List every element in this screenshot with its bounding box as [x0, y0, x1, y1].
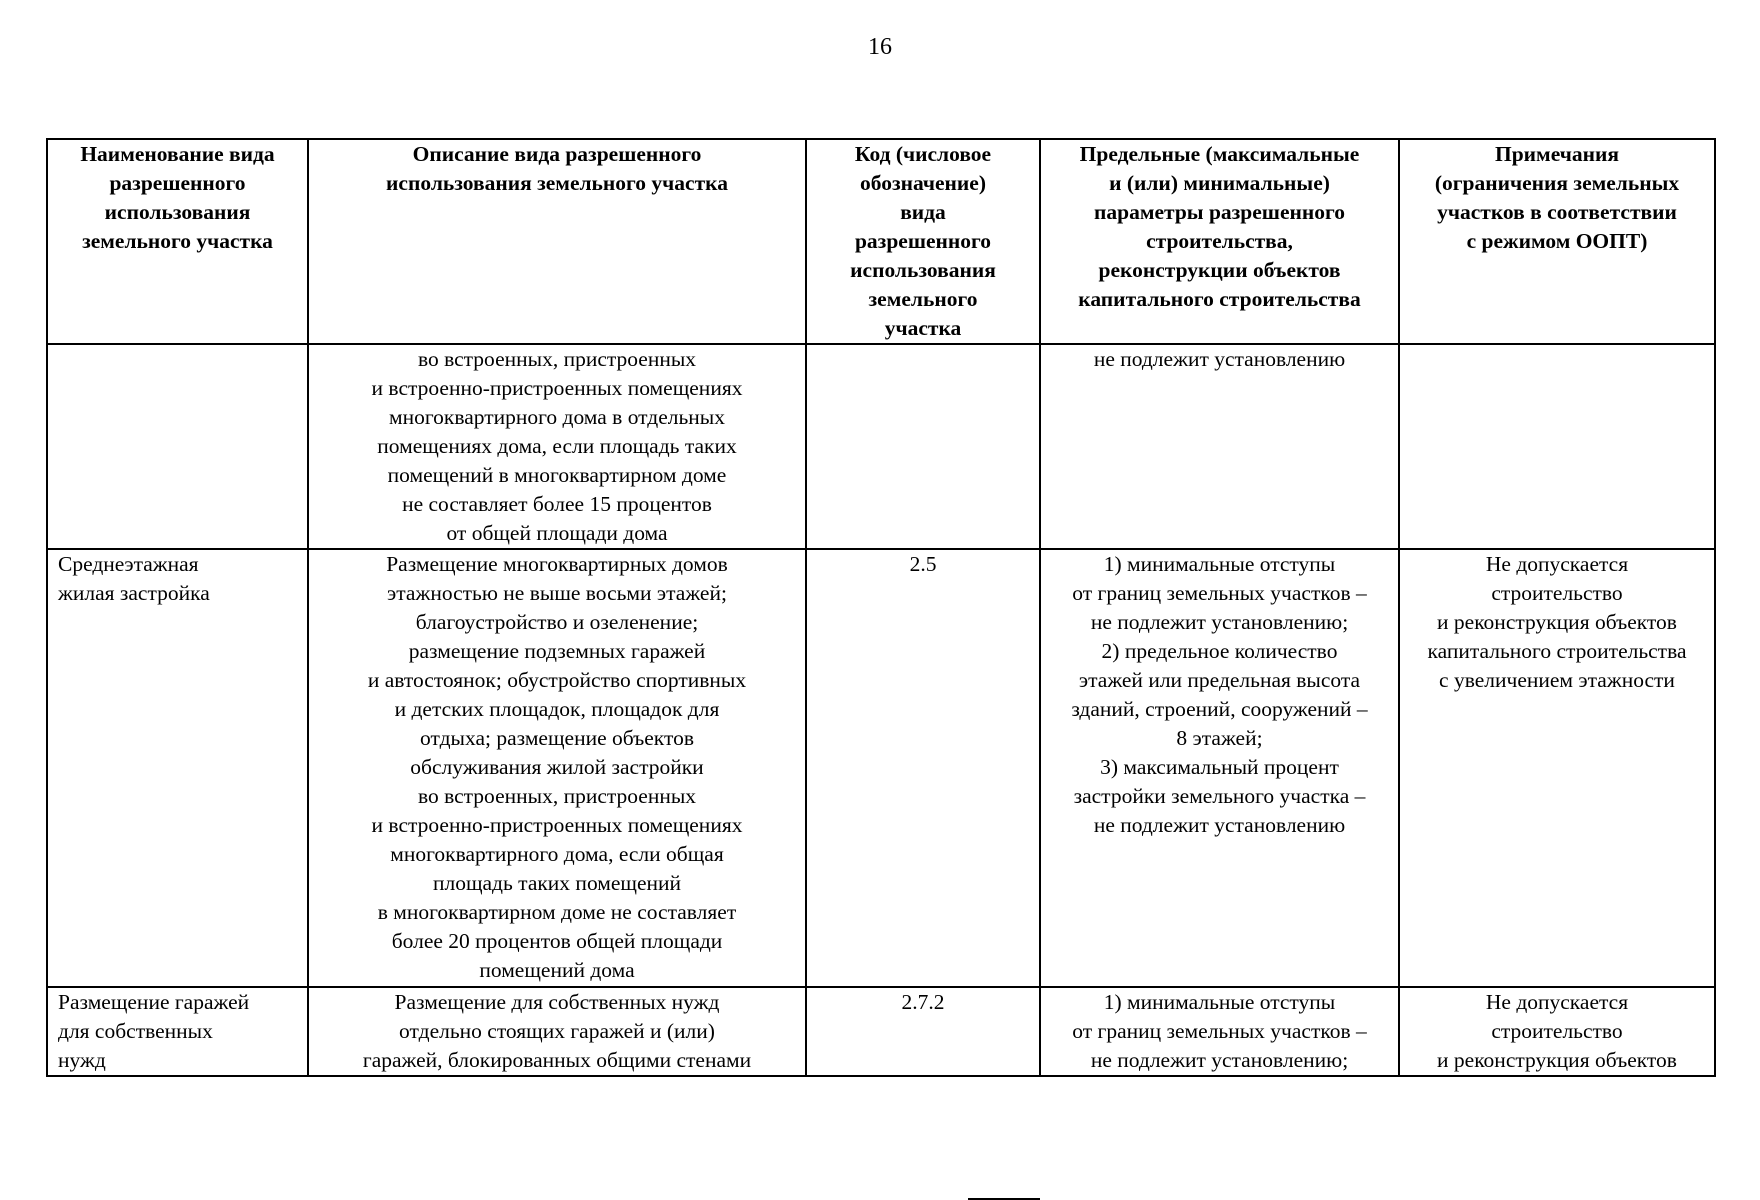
- text-line: (ограничения земельных: [1434, 171, 1680, 195]
- text-line: с увеличением этажности: [1439, 668, 1675, 692]
- header-description: [308, 139, 806, 344]
- cell-description: [308, 987, 806, 1076]
- text-line: помещений дома: [479, 958, 635, 982]
- text-line: обслуживания жилой застройки: [410, 755, 704, 779]
- text-line: этажей или предельная высота: [1078, 668, 1361, 692]
- text-line: использования: [104, 200, 251, 224]
- text-line: параметры разрешенного: [1093, 200, 1346, 224]
- text-line: 8 этажей;: [1176, 726, 1263, 750]
- text-line: этажностью не выше восьми этажей;: [387, 581, 727, 605]
- text-line: Размещение для собственных нужд: [394, 990, 720, 1014]
- cell-description: [308, 344, 806, 549]
- text-line: 2) предельное количество: [1101, 639, 1338, 663]
- table-header-row: [47, 139, 1715, 344]
- text-line: Не допускается: [1485, 552, 1629, 576]
- header-name: [47, 139, 308, 344]
- text-line: Размещение многоквартирных домов: [386, 552, 728, 576]
- text-line: капитального строительства: [1427, 639, 1687, 663]
- text-line: 1) минимальные отступы: [1103, 990, 1336, 1014]
- cell-code: [806, 344, 1040, 549]
- text-line: 3) максимальный процент: [1100, 755, 1339, 779]
- text-line: разрешенного: [109, 171, 246, 195]
- cell-name: [47, 987, 308, 1076]
- text-line: земельного участка: [82, 229, 273, 253]
- text-line: помещениях дома, если площадь таких: [377, 434, 737, 458]
- text-line: отдельно стоящих гаражей и (или): [399, 1019, 715, 1043]
- text-line: во встроенных, пристроенных: [417, 347, 697, 371]
- cell-description: [308, 549, 806, 987]
- text-line: и встроенно-пристроенных помещениях: [371, 376, 743, 400]
- text-line: и реконструкция объектов: [1437, 1048, 1677, 1072]
- text-line: вида: [900, 200, 946, 224]
- text-line: отдыха; размещение объектов: [420, 726, 694, 750]
- text-line: не подлежит установлению: [1093, 347, 1346, 371]
- text-line: многоквартирного дома в отдельных: [388, 405, 725, 429]
- text-line: для собственных: [58, 1019, 213, 1043]
- text-line: строительства,: [1146, 229, 1293, 253]
- text-line: реконструкции объектов: [1098, 258, 1341, 282]
- text-line: Среднеэтажная: [58, 552, 199, 576]
- cell-parameters: [1040, 344, 1399, 549]
- text-line: 1) минимальные отступы: [1103, 552, 1336, 576]
- text-line: в многоквартирном доме не составляет: [377, 900, 737, 924]
- text-line: и реконструкция объектов: [1437, 610, 1677, 634]
- text-line: благоустройство и озеленение;: [415, 610, 699, 634]
- cell-notes: [1399, 344, 1715, 549]
- table-row: [47, 344, 1715, 549]
- text-line: зданий, строений, сооружений –: [1071, 697, 1368, 721]
- table-row: [47, 549, 1715, 987]
- header-notes: [1399, 139, 1715, 344]
- text-line: не подлежит установлению;: [1090, 1048, 1349, 1072]
- text-line: Код (числовое: [854, 142, 992, 166]
- text-line: участков в соответствии: [1437, 200, 1677, 224]
- text-line: Наименование вида: [80, 142, 275, 166]
- header-parameters: [1040, 139, 1399, 344]
- cell-parameters: [1040, 987, 1399, 1076]
- text-line: с режимом ООПТ): [1466, 229, 1648, 253]
- cell-code: 2.7.2: [806, 987, 1040, 1076]
- text-line: гаражей, блокированных общими стенами: [362, 1048, 752, 1072]
- text-line: Размещение гаражей: [58, 990, 250, 1014]
- text-line: и встроенно-пристроенных помещениях: [371, 813, 743, 837]
- page-number: 16: [868, 34, 892, 60]
- text-line: не подлежит установлению: [1093, 813, 1346, 837]
- text-line: Предельные (максимальные: [1079, 142, 1360, 166]
- cell-parameters: [1040, 549, 1399, 987]
- text-line: от общей площади дома: [446, 521, 668, 545]
- cell-notes: [1399, 549, 1715, 987]
- text-line: капитального строительства: [1078, 287, 1361, 311]
- text-line: более 20 процентов общей площади: [391, 929, 723, 953]
- cell-name: [47, 344, 308, 549]
- text-line: Примечания: [1494, 142, 1619, 166]
- text-line: площадь таких помещений: [432, 871, 682, 895]
- text-line: земельного: [868, 287, 978, 311]
- text-line: жилая застройка: [58, 581, 210, 605]
- text-line: не составляет более 15 процентов: [402, 492, 712, 516]
- text-line: использования земельного участка: [386, 171, 728, 195]
- text-line: нужд: [58, 1048, 106, 1072]
- text-line: и автостоянок; обустройство спортивных: [367, 668, 747, 692]
- text-line: от границ земельных участков –: [1072, 581, 1367, 605]
- cell-notes: [1399, 987, 1715, 1076]
- text-line: обозначение): [859, 171, 987, 195]
- text-line: размещение подземных гаражей: [408, 639, 706, 663]
- text-line: и (или) минимальные): [1109, 171, 1330, 195]
- cell-name: [47, 549, 308, 987]
- text-line: строительство: [1491, 1019, 1623, 1043]
- text-line: застройки земельного участка –: [1073, 784, 1366, 808]
- cell-code: 2.5: [806, 549, 1040, 987]
- text-line: от границ земельных участков –: [1072, 1019, 1367, 1043]
- text-line: строительство: [1491, 581, 1623, 605]
- header-code: [806, 139, 1040, 344]
- text-line: многоквартирного дома, если общая: [390, 842, 724, 866]
- text-line: Не допускается: [1485, 990, 1629, 1014]
- text-line: помещений в многоквартирном доме: [387, 463, 727, 487]
- text-line: не подлежит установлению;: [1090, 610, 1349, 634]
- text-line: во встроенных, пристроенных: [417, 784, 697, 808]
- text-line: Описание вида разрешенного: [412, 142, 702, 166]
- table-row: [47, 987, 1715, 1076]
- text-line: участка: [884, 316, 962, 340]
- text-line: разрешенного: [854, 229, 992, 253]
- land-use-table: [46, 138, 1716, 1077]
- text-line: использования: [850, 258, 996, 282]
- text-line: и детских площадок, площадок для: [394, 697, 720, 721]
